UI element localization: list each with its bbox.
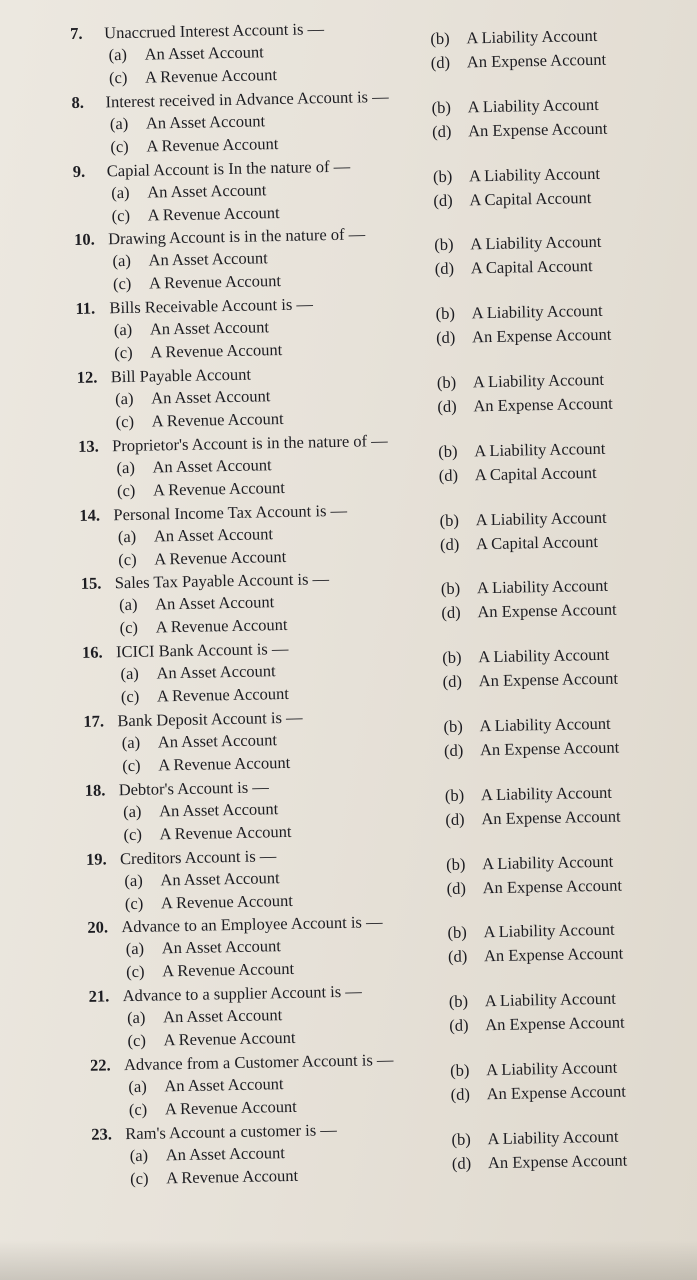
option-text: A Liability Account bbox=[480, 782, 613, 805]
option-b bbox=[437, 370, 604, 393]
question-number: 11. bbox=[75, 298, 96, 319]
option-label: (c) bbox=[112, 274, 132, 294]
option-label: (c) bbox=[128, 1099, 148, 1120]
option-label: (c) bbox=[118, 549, 137, 569]
option-d bbox=[440, 532, 598, 555]
option-text: A Revenue Account bbox=[148, 271, 282, 293]
option-d bbox=[444, 738, 620, 761]
option-c bbox=[117, 478, 285, 501]
question-number: 22. bbox=[89, 1055, 111, 1075]
option-b bbox=[451, 1126, 618, 1149]
option-a bbox=[119, 593, 275, 616]
option-label: (b) bbox=[435, 303, 456, 324]
option-text: A Revenue Account bbox=[162, 959, 295, 981]
question-number: 8. bbox=[71, 92, 85, 112]
question-number: 7. bbox=[70, 23, 83, 43]
option-text: An Asset Account bbox=[156, 661, 276, 683]
option-label: (a) bbox=[117, 526, 137, 546]
option-b bbox=[447, 920, 614, 943]
option-c bbox=[115, 409, 283, 432]
option-label: (c) bbox=[129, 1168, 149, 1188]
option-b bbox=[433, 163, 600, 186]
option-label: (c) bbox=[110, 136, 129, 157]
option-d bbox=[436, 325, 612, 348]
option-text: A Revenue Account bbox=[151, 408, 284, 431]
option-label: (c) bbox=[111, 205, 131, 225]
question-number: 16. bbox=[81, 642, 103, 663]
option-b bbox=[449, 989, 616, 1012]
option-a bbox=[123, 799, 279, 822]
question-item bbox=[78, 425, 679, 505]
option-label: (c) bbox=[119, 618, 139, 638]
option-b bbox=[450, 1058, 617, 1081]
option-text: An Asset Account bbox=[158, 798, 279, 821]
option-text: A Liability Account bbox=[485, 1057, 618, 1080]
question-number: 21. bbox=[88, 986, 110, 1006]
option-c bbox=[123, 822, 291, 845]
question-text: Bill Payable Account bbox=[110, 364, 252, 387]
option-label: (d) bbox=[435, 327, 456, 348]
option-label: (b) bbox=[440, 578, 461, 599]
option-text: An Expense Account bbox=[487, 1150, 628, 1172]
option-label: (b) bbox=[431, 97, 452, 117]
option-text: A Liability Account bbox=[487, 1126, 619, 1148]
option-a bbox=[127, 1005, 283, 1028]
option-label: (d) bbox=[430, 52, 451, 73]
question-number: 17. bbox=[83, 711, 105, 731]
option-text: An Expense Account bbox=[486, 1081, 627, 1104]
option-text: A Revenue Account bbox=[159, 821, 292, 844]
option-text: A Liability Account bbox=[476, 576, 609, 598]
option-c bbox=[113, 271, 281, 294]
option-label: (a) bbox=[120, 663, 139, 684]
option-d bbox=[445, 806, 621, 829]
option-label: (d) bbox=[450, 1084, 471, 1104]
option-a bbox=[111, 180, 267, 203]
option-label: (a) bbox=[121, 732, 141, 753]
option-text: An Asset Account bbox=[165, 1142, 286, 1165]
question-item bbox=[85, 769, 686, 849]
option-text: An Asset Account bbox=[157, 730, 278, 752]
question-text: Drawing Account is in the nature of — bbox=[107, 224, 366, 249]
option-a bbox=[108, 42, 264, 65]
question-text: Proprietor's Account is in the nature of — bbox=[111, 430, 388, 456]
option-text: A Liability Account bbox=[475, 507, 607, 529]
question-text: Bills Receivable Account is — bbox=[109, 294, 314, 318]
option-text: A Revenue Account bbox=[165, 1165, 299, 1188]
question-text: Bank Deposit Account is — bbox=[117, 707, 303, 731]
option-a bbox=[128, 1074, 284, 1097]
option-label: (b) bbox=[430, 28, 450, 49]
option-a bbox=[130, 1143, 286, 1166]
question-line bbox=[87, 913, 383, 939]
option-text: A Revenue Account bbox=[158, 752, 291, 775]
option-d bbox=[433, 188, 591, 211]
option-label: (a) bbox=[108, 44, 128, 65]
option-label: (a) bbox=[112, 251, 132, 271]
option-text: A Liability Account bbox=[474, 438, 606, 461]
option-text: A Liability Account bbox=[467, 94, 599, 117]
question-line bbox=[91, 1120, 337, 1145]
option-d bbox=[446, 875, 622, 898]
option-label: (b) bbox=[451, 1129, 471, 1149]
question-item bbox=[75, 288, 676, 368]
option-text: An Asset Account bbox=[145, 111, 266, 133]
option-label: (d) bbox=[437, 396, 457, 416]
question-item bbox=[73, 150, 674, 230]
question-text: Debtor's Account is — bbox=[118, 777, 269, 799]
option-label: (b) bbox=[448, 991, 469, 1012]
question-line bbox=[88, 982, 362, 1007]
option-text: A Revenue Account bbox=[144, 65, 278, 87]
option-label: (b) bbox=[438, 441, 458, 461]
option-c bbox=[130, 1166, 298, 1189]
option-b bbox=[431, 95, 598, 118]
option-text: An Expense Account bbox=[466, 49, 607, 72]
option-label: (a) bbox=[126, 1007, 146, 1028]
question-number: 9. bbox=[72, 161, 86, 181]
option-label: (a) bbox=[125, 939, 145, 959]
option-text: An Expense Account bbox=[481, 806, 621, 829]
option-a bbox=[126, 936, 282, 959]
option-text: An Asset Account bbox=[160, 867, 280, 889]
option-label: (a) bbox=[113, 320, 133, 340]
question-number: 10. bbox=[73, 229, 95, 250]
option-label: (b) bbox=[434, 235, 454, 255]
option-label: (c) bbox=[124, 893, 144, 913]
option-label: (c) bbox=[116, 480, 136, 500]
option-c bbox=[119, 615, 287, 638]
question-text: Advance from a Customer Account is — bbox=[123, 1049, 394, 1075]
option-label: (b) bbox=[439, 510, 460, 530]
option-label: (b) bbox=[447, 922, 467, 943]
option-a bbox=[120, 661, 276, 684]
option-b bbox=[438, 439, 605, 462]
option-text: An Asset Account bbox=[154, 592, 275, 614]
option-b bbox=[435, 301, 602, 324]
question-item bbox=[82, 632, 683, 712]
option-text: A Liability Account bbox=[479, 713, 611, 736]
option-label: (b) bbox=[446, 854, 466, 874]
question-text: Unaccrued Interest Account is — bbox=[103, 19, 325, 43]
option-label: (a) bbox=[128, 1076, 147, 1097]
option-text: A Liability Account bbox=[483, 920, 615, 942]
question-number: 15. bbox=[80, 573, 102, 594]
option-label: (b) bbox=[432, 166, 453, 186]
option-label: (c) bbox=[115, 411, 135, 432]
option-text: An Expense Account bbox=[478, 668, 619, 691]
question-number: 18. bbox=[84, 780, 106, 800]
option-label: (c) bbox=[122, 755, 141, 776]
question-text: Sales Tax Payable Account is — bbox=[114, 569, 330, 593]
option-c bbox=[109, 65, 277, 88]
option-b bbox=[430, 26, 597, 49]
option-text: An Expense Account bbox=[467, 118, 608, 141]
question-item bbox=[88, 975, 689, 1055]
question-item bbox=[86, 838, 687, 918]
option-text: A Revenue Account bbox=[164, 1096, 297, 1119]
option-text: An Asset Account bbox=[153, 523, 274, 546]
option-b bbox=[441, 576, 608, 599]
option-label: (d) bbox=[439, 534, 460, 554]
option-label: (a) bbox=[118, 595, 138, 615]
option-b bbox=[446, 851, 613, 874]
question-list bbox=[70, 12, 692, 1193]
option-text: A Revenue Account bbox=[163, 1028, 296, 1050]
option-text: An Expense Account bbox=[485, 1012, 625, 1035]
option-a bbox=[110, 111, 266, 134]
option-label: (b) bbox=[444, 785, 465, 805]
option-text: A Revenue Account bbox=[160, 890, 294, 912]
question-line bbox=[74, 225, 365, 251]
option-d bbox=[441, 600, 617, 623]
option-label: (a) bbox=[129, 1145, 149, 1165]
question-text: Advance to a supplier Account is — bbox=[122, 981, 363, 1006]
question-line bbox=[73, 156, 351, 181]
option-label: (a) bbox=[124, 870, 143, 890]
option-label: (d) bbox=[434, 259, 455, 279]
option-b bbox=[442, 645, 609, 668]
option-b bbox=[434, 232, 601, 255]
option-label: (d) bbox=[441, 602, 461, 623]
question-line bbox=[82, 639, 289, 663]
option-d bbox=[449, 1013, 625, 1036]
option-label: (b) bbox=[449, 1060, 470, 1080]
option-label: (d) bbox=[438, 465, 459, 485]
option-text: An Expense Account bbox=[479, 737, 620, 760]
option-text: An Asset Account bbox=[162, 1005, 283, 1027]
option-text: A Liability Account bbox=[478, 644, 610, 667]
option-text: An Asset Account bbox=[149, 317, 270, 339]
question-line bbox=[75, 295, 313, 320]
option-text: A Liability Account bbox=[472, 369, 605, 392]
option-label: (d) bbox=[449, 1015, 469, 1036]
option-text: A Revenue Account bbox=[146, 133, 279, 156]
option-text: An Asset Account bbox=[152, 454, 272, 477]
question-item bbox=[79, 494, 680, 574]
option-b bbox=[445, 783, 612, 806]
option-text: A Liability Account bbox=[484, 988, 617, 1011]
option-label: (a) bbox=[122, 801, 142, 821]
option-label: (d) bbox=[442, 671, 463, 692]
option-text: A Liability Account bbox=[466, 25, 598, 48]
question-number: 12. bbox=[76, 367, 98, 387]
question-text: ICICI Bank Account is — bbox=[115, 639, 289, 662]
question-item bbox=[83, 700, 684, 780]
option-text: A Revenue Account bbox=[155, 615, 288, 637]
option-text: A Liability Account bbox=[470, 232, 602, 254]
option-label: (b) bbox=[443, 716, 463, 736]
option-label: (a) bbox=[115, 388, 134, 409]
option-label: (d) bbox=[443, 740, 464, 760]
page-shadow bbox=[0, 1240, 697, 1280]
question-number: 23. bbox=[91, 1124, 113, 1144]
option-text: A Revenue Account bbox=[152, 477, 286, 500]
option-text: A Capital Account bbox=[469, 187, 592, 209]
option-text: A Revenue Account bbox=[147, 202, 280, 225]
question-item bbox=[90, 1044, 691, 1124]
question-line bbox=[81, 570, 330, 595]
option-a bbox=[112, 249, 268, 272]
option-label: (a) bbox=[109, 113, 129, 134]
option-a bbox=[115, 386, 271, 409]
option-label: (d) bbox=[431, 121, 452, 141]
question-text: Capial Account is In the nature of — bbox=[106, 156, 351, 180]
option-a bbox=[116, 455, 272, 478]
option-label: (c) bbox=[126, 962, 145, 982]
option-d bbox=[431, 50, 607, 73]
question-line bbox=[83, 708, 302, 732]
option-text: A Revenue Account bbox=[156, 684, 290, 706]
question-item bbox=[91, 1113, 692, 1193]
option-c bbox=[129, 1097, 297, 1120]
option-label: (d) bbox=[451, 1153, 472, 1173]
question-line bbox=[86, 846, 277, 870]
question-text: Personal Income Tax Account is — bbox=[113, 500, 348, 524]
option-label: (a) bbox=[111, 182, 130, 202]
option-text: An Asset Account bbox=[147, 179, 267, 202]
option-label: (c) bbox=[123, 824, 143, 844]
question-item bbox=[74, 219, 675, 299]
option-a bbox=[124, 868, 280, 891]
option-text: A Revenue Account bbox=[150, 340, 283, 362]
option-c bbox=[111, 203, 279, 226]
option-text: An Expense Account bbox=[477, 599, 617, 622]
option-label: (d) bbox=[447, 946, 468, 967]
option-label: (c) bbox=[108, 67, 128, 88]
option-label: (c) bbox=[120, 686, 140, 707]
option-a bbox=[114, 317, 270, 340]
option-d bbox=[452, 1150, 628, 1173]
option-d bbox=[443, 669, 619, 692]
option-text: An Expense Account bbox=[473, 393, 613, 416]
option-label: (b) bbox=[436, 372, 457, 393]
option-text: An Expense Account bbox=[482, 875, 623, 897]
question-item bbox=[71, 81, 672, 161]
question-line bbox=[79, 500, 347, 525]
question-item bbox=[81, 563, 682, 643]
option-text: An Asset Account bbox=[144, 42, 264, 64]
option-c bbox=[127, 1028, 295, 1051]
option-text: An Asset Account bbox=[148, 248, 268, 270]
option-d bbox=[432, 119, 608, 142]
option-text: An Asset Account bbox=[164, 1074, 284, 1096]
question-line bbox=[85, 777, 269, 801]
option-text: An Expense Account bbox=[471, 324, 612, 347]
option-d bbox=[448, 944, 624, 967]
option-label: (c) bbox=[114, 343, 133, 363]
option-text: An Asset Account bbox=[151, 386, 271, 408]
question-text: Ram's Account a customer is — bbox=[125, 1119, 337, 1143]
option-label: (d) bbox=[445, 809, 465, 829]
option-d bbox=[450, 1081, 626, 1104]
option-text: A Revenue Account bbox=[154, 546, 287, 569]
option-b bbox=[439, 507, 606, 530]
question-item bbox=[70, 12, 671, 92]
question-text: Creditors Account is — bbox=[119, 845, 277, 868]
option-c bbox=[118, 547, 286, 570]
option-text: A Liability Account bbox=[482, 851, 614, 873]
question-number: 13. bbox=[77, 436, 99, 456]
option-label: (b) bbox=[442, 647, 462, 668]
option-label: (c) bbox=[127, 1030, 147, 1051]
option-c bbox=[110, 134, 278, 157]
option-c bbox=[125, 890, 293, 913]
option-d bbox=[439, 463, 597, 486]
question-line bbox=[77, 365, 252, 388]
option-label: (a) bbox=[116, 457, 136, 477]
question-number: 19. bbox=[85, 849, 107, 869]
option-text: An Asset Account bbox=[161, 936, 282, 958]
option-d bbox=[437, 394, 613, 417]
question-number: 14. bbox=[79, 505, 101, 525]
option-text: A Liability Account bbox=[471, 301, 603, 323]
option-b bbox=[443, 714, 610, 737]
option-text: A Capital Account bbox=[474, 462, 597, 485]
question-line bbox=[70, 19, 324, 44]
option-a bbox=[118, 524, 274, 547]
option-c bbox=[122, 753, 290, 776]
option-text: A Capital Account bbox=[470, 256, 593, 278]
question-item bbox=[87, 907, 688, 987]
option-text: A Liability Account bbox=[468, 163, 601, 185]
option-label: (d) bbox=[433, 190, 453, 210]
option-text: An Expense Account bbox=[483, 943, 624, 966]
option-d bbox=[435, 256, 593, 279]
question-item bbox=[77, 356, 678, 436]
option-c bbox=[121, 684, 289, 707]
question-text: Interest received in Advance Account is — bbox=[105, 86, 389, 112]
option-c bbox=[114, 340, 282, 363]
option-a bbox=[122, 730, 278, 753]
option-text: A Capital Account bbox=[475, 531, 599, 553]
option-label: (d) bbox=[446, 878, 467, 898]
option-c bbox=[126, 959, 294, 982]
question-text: Advance to an Employee Account is — bbox=[121, 912, 383, 937]
question-number: 20. bbox=[87, 917, 109, 938]
